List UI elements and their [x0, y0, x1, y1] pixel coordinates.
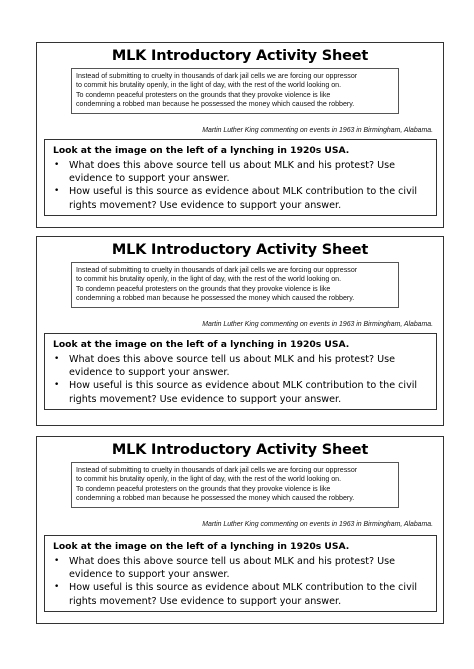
question-item [53, 555, 430, 581]
question-item [53, 581, 430, 607]
activity-sheet [36, 42, 444, 228]
question-text: What does this above source tell us about MLK and his protest? Use evidence to support your answer. [69, 556, 396, 581]
quote-line: To condemn peaceful protesters on the grounds that they provoke violence is like [76, 284, 331, 293]
quote-line: To condemn peaceful protesters on the grounds that they provoke violence is like [76, 90, 331, 99]
sheet-title: MLK Introductory Activity Sheet [111, 48, 369, 64]
source-quote-box [71, 262, 399, 308]
activity-sheet [36, 436, 444, 624]
question-item [53, 185, 430, 211]
question-text: How useful is this source as evidence about MLK contribution to the civil rights movement? Use evidence to support your answer. [69, 582, 418, 607]
bullet-icon: • [54, 354, 60, 364]
quote-line: condemning a robbed man because he possessed the money which caused the robbery. [76, 294, 355, 303]
question-text: What does this above source tell us about MLK and his protest? Use evidence to support your answer. [69, 354, 396, 379]
question-text: What does this above source tell us about MLK and his protest? Use evidence to support your answer. [69, 160, 396, 185]
bullet-icon: • [54, 160, 60, 170]
activity-sheet [36, 236, 444, 426]
bullet-icon: • [54, 186, 60, 197]
source-attribution: Martin Luther King commenting on events in 1963 in Birmingham, Alabama. [202, 321, 433, 328]
source-attribution: Martin Luther King commenting on events in 1963 in Birmingham, Alabama. [202, 521, 433, 528]
task-box [44, 139, 437, 216]
task-heading: Look at the image on the left of a lynching in 1920s USA. [53, 145, 350, 156]
sheet-title: MLK Introductory Activity Sheet [111, 242, 369, 258]
sheet-title: MLK Introductory Activity Sheet [111, 442, 369, 458]
question-item [53, 159, 430, 185]
task-box [44, 535, 437, 612]
quote-line: To condemn peaceful protesters on the grounds that they provoke violence is like [76, 484, 331, 493]
quote-line: condemning a robbed man because he possessed the money which caused the robbery. [76, 100, 355, 109]
question-text: How useful is this source as evidence about MLK contribution to the civil rights movement? Use evidence to support your answer. [69, 380, 418, 405]
task-heading: Look at the image on the left of a lynching in 1920s USA. [53, 339, 350, 350]
task-heading: Look at the image on the left of a lynching in 1920s USA. [53, 541, 350, 552]
quote-line: to commit his brutality openly, in the light of day, with the rest of the world looking on. [76, 81, 342, 90]
source-quote-box [71, 68, 399, 114]
quote-line: Instead of submitting to cruelty in thousands of dark jail cells we are forcing our oppressor [76, 72, 358, 80]
quote-line: Instead of submitting to cruelty in thousands of dark jail cells we are forcing our oppressor [76, 266, 358, 274]
quote-line: to commit his brutality openly, in the light of day, with the rest of the world looking on. [76, 275, 342, 284]
source-quote-box [71, 462, 399, 508]
bullet-icon: • [54, 582, 60, 593]
bullet-icon: • [54, 380, 60, 391]
question-list [53, 353, 430, 406]
quote-line: to commit his brutality openly, in the light of day, with the rest of the world looking on. [76, 475, 342, 484]
bullet-icon: • [54, 556, 60, 566]
question-item [53, 353, 430, 379]
source-attribution: Martin Luther King commenting on events in 1963 in Birmingham, Alabama. [202, 127, 433, 134]
question-item [53, 379, 430, 405]
question-list [53, 555, 430, 608]
question-text: How useful is this source as evidence about MLK contribution to the civil rights movement? Use evidence to support your answer. [69, 186, 418, 211]
quote-line: condemning a robbed man because he possessed the money which caused the robbery. [76, 494, 355, 503]
question-list [53, 159, 430, 212]
task-box [44, 333, 437, 410]
quote-line: Instead of submitting to cruelty in thousands of dark jail cells we are forcing our oppressor [76, 466, 358, 474]
